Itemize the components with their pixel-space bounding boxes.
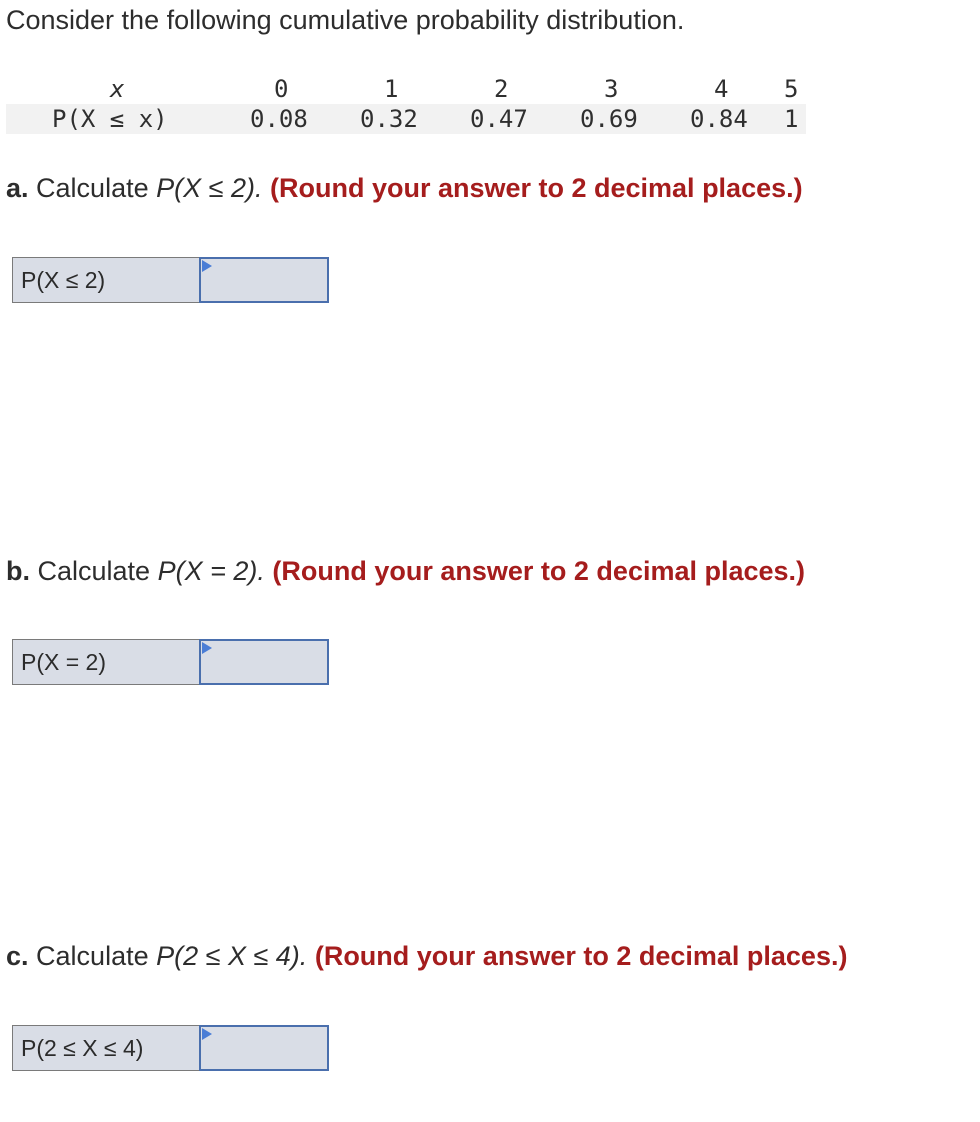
p-value: 0.47 <box>470 105 528 133</box>
p-value: 1 <box>784 105 799 133</box>
question-text: Calculate <box>37 556 151 586</box>
distribution-table <box>6 74 806 134</box>
x-value: 3 <box>604 75 619 103</box>
x-value: 4 <box>714 75 729 103</box>
question-c <box>6 939 847 973</box>
rounding-note: (Round your answer to 2 decimal places.) <box>269 173 803 203</box>
question-letter: c. <box>6 941 29 971</box>
question-b <box>6 554 805 588</box>
p-value: 0.32 <box>360 105 418 133</box>
question-math: P(2 ≤ X ≤ 4). <box>156 941 308 971</box>
question-a <box>6 171 803 205</box>
question-math: P(X ≤ 2). <box>156 173 263 203</box>
answer-row-c <box>12 1025 330 1071</box>
p-header: P(X ≤ x) <box>52 105 168 133</box>
answer-row-b <box>12 639 330 685</box>
question-math: P(X = 2). <box>157 556 265 586</box>
answer-label: P(X = 2) <box>12 639 208 685</box>
x-row <box>6 74 806 104</box>
rounding-note: (Round your answer to 2 decimal places.) <box>272 556 806 586</box>
answer-input-a[interactable] <box>199 257 329 303</box>
answer-input-b[interactable] <box>199 639 329 685</box>
intro-text: Consider the following cumulative probability distribution. <box>6 5 685 35</box>
x-value: 5 <box>784 75 799 103</box>
p-value: 0.08 <box>250 105 308 133</box>
p-value: 0.69 <box>580 105 638 133</box>
question-text: Calculate <box>36 941 149 971</box>
x-header: x <box>110 75 125 103</box>
probability-row <box>6 104 806 134</box>
p-value: 0.84 <box>690 105 748 133</box>
answer-label: P(2 ≤ X ≤ 4) <box>12 1025 208 1071</box>
input-marker-icon <box>202 260 212 272</box>
question-letter: a. <box>6 173 29 203</box>
question-letter: b. <box>6 556 30 586</box>
input-marker-icon <box>202 642 212 654</box>
answer-row-a <box>12 257 330 303</box>
answer-label: P(X ≤ 2) <box>12 257 208 303</box>
input-marker-icon <box>202 1028 212 1040</box>
x-value: 0 <box>274 75 289 103</box>
x-value: 2 <box>494 75 509 103</box>
rounding-note: (Round your answer to 2 decimal places.) <box>314 941 848 971</box>
question-text: Calculate <box>36 173 149 203</box>
x-value: 1 <box>384 75 399 103</box>
answer-input-c[interactable] <box>199 1025 329 1071</box>
